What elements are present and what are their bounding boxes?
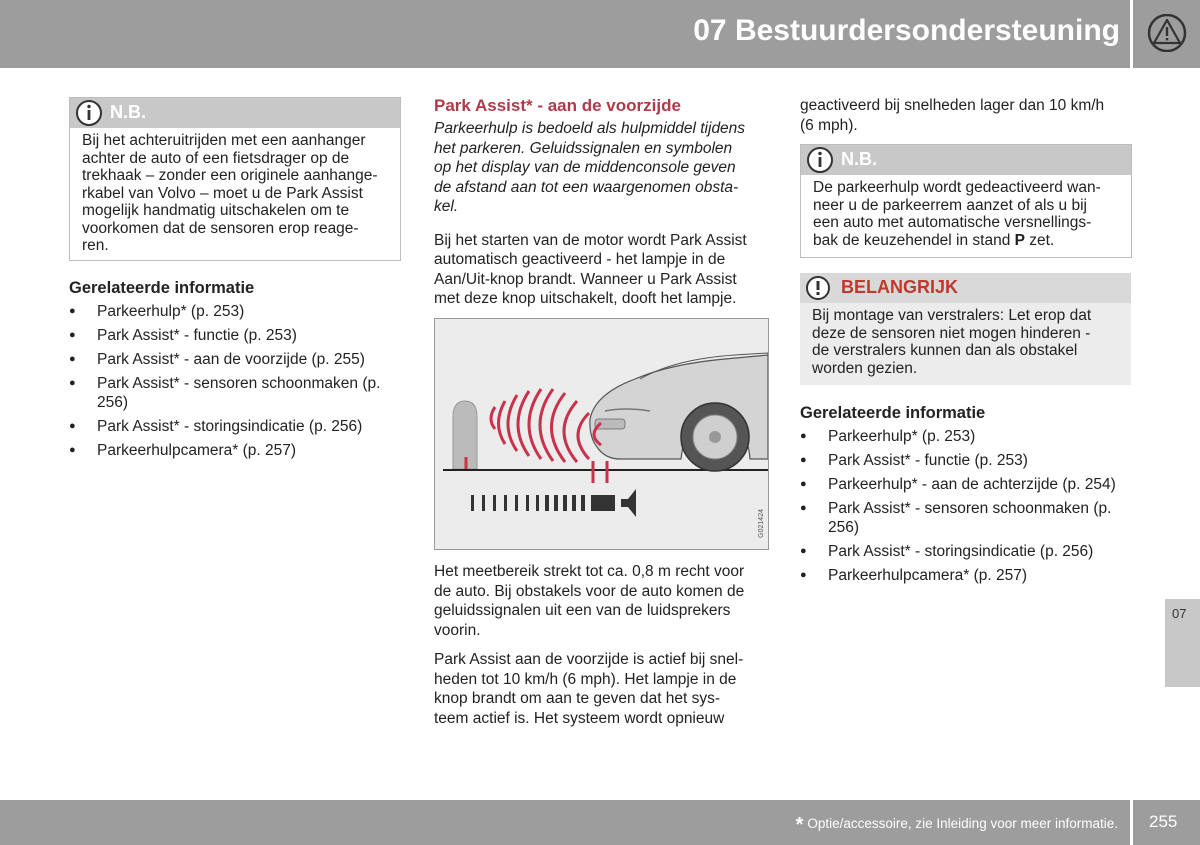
paragraph-line: automatisch geactiveerd - het lampje in de xyxy=(434,251,726,268)
note-line: Bij het achteruitrijden met een aanhanger xyxy=(82,132,366,149)
note-line: trekhaak – zonder een originele aanhange- xyxy=(82,167,378,184)
paragraph-line: de auto. Bij obstakels voor de auto komen de xyxy=(434,582,745,600)
paragraph-reactivation xyxy=(800,96,1140,135)
figure-code: G021424 xyxy=(758,509,765,538)
intro-line: op het display van de middenconsole geven xyxy=(434,159,736,176)
intro-line: de afstand aan tot een waargenomen obsta- xyxy=(434,178,739,196)
paragraph-line: geactiveerd bij snelheden lager dan 10 km/h xyxy=(800,97,1105,114)
footnote xyxy=(796,814,1118,837)
related-link[interactable]: ● Parkeerhulpcamera* (p. 257) xyxy=(800,566,1140,585)
car-sensor-diagram xyxy=(435,319,768,549)
page-number: 255 xyxy=(1149,812,1178,831)
intro-line: Parkeerhulp is bedoeld als hulpmiddel tijdens xyxy=(434,120,746,137)
related-link[interactable]: ● Park Assist* - functie (p. 253) xyxy=(69,326,389,345)
related-link[interactable]: ● Park Assist* - functie (p. 253) xyxy=(800,451,1140,470)
chapter-tab-number: 07 xyxy=(1172,606,1187,621)
note-text xyxy=(70,128,400,265)
paragraph-line: (6 mph). xyxy=(800,116,858,134)
important-line: worden gezien. xyxy=(812,359,918,377)
exclamation-icon xyxy=(804,275,832,303)
note-text xyxy=(801,175,1131,259)
note-line: achter de auto of een fietsdrager op de xyxy=(82,149,350,167)
paragraph-range xyxy=(434,562,774,640)
note-line: neer u de parkeerrem aanzet of als u bij xyxy=(813,196,1087,214)
important-line: Bij montage van verstralers: Let erop dat xyxy=(812,307,1092,324)
section-front-park-assist-cont xyxy=(434,562,774,728)
paragraph-line: heden tot 10 km/h (6 mph). Het lampje in de xyxy=(434,670,737,688)
gear-position-p: P xyxy=(1014,231,1025,249)
page-number-box xyxy=(1133,800,1200,845)
important-header xyxy=(800,273,1131,303)
section-title: Park Assist* - aan de voorzijde xyxy=(434,96,681,115)
note-line: rkabel van Volvo – moet u de Park Assist xyxy=(82,184,363,202)
paragraph-line: Aan/Uit-knop brandt. Wanneer u Park Assist xyxy=(434,270,737,288)
note-label: N.B. xyxy=(110,102,146,122)
important-label: BELANGRIJK xyxy=(841,277,959,297)
chapter-title: 07 Bestuurdersondersteuning xyxy=(693,14,1120,47)
paragraph-line: voorin. xyxy=(434,621,481,639)
related-list xyxy=(800,427,1140,585)
related-info-right xyxy=(800,404,1140,590)
related-link[interactable]: ● Park Assist* - storingsindicatie (p. 256) xyxy=(69,417,389,436)
important-line: de verstralers kunnen dan als obstakel xyxy=(812,342,1078,359)
related-link[interactable]: ● Parkeerhulp* - aan de achterzijde (p. 254) xyxy=(800,475,1140,494)
asterisk: * xyxy=(795,814,804,836)
related-link[interactable]: ● Park Assist* - storingsindicatie (p. 256) xyxy=(800,542,1140,561)
section-intro xyxy=(434,119,774,217)
important-text xyxy=(800,303,1131,385)
note-line: voorkomen dat de sensoren erop reage- xyxy=(82,219,359,237)
paragraph-line: teem actief is. Het systeem wordt opnieuw xyxy=(434,709,725,727)
info-icon xyxy=(805,145,835,175)
note-line: mogelijk handmatig uitschakelen om te xyxy=(82,202,350,219)
paragraph-line: Bij het starten van de motor wordt Park Assist xyxy=(434,231,747,249)
note-header xyxy=(70,98,400,128)
right-continuation xyxy=(800,96,1140,135)
note-line: ren. xyxy=(82,237,109,254)
paragraph-line: met deze knop uitschakelt, dooft het lampje. xyxy=(434,290,737,307)
page-footer xyxy=(0,800,1130,845)
warning-triangle-icon xyxy=(1147,14,1187,52)
related-heading: Gerelateerde informatie xyxy=(800,404,986,422)
related-list xyxy=(69,302,389,460)
page-header xyxy=(0,0,1130,68)
note-label: N.B. xyxy=(841,149,877,169)
related-link[interactable]: ● Park Assist* - sensoren schoonmaken (p. 256) xyxy=(800,499,1140,537)
related-heading: Gerelateerde informatie xyxy=(69,279,255,297)
paragraph-line: Het meetbereik strekt tot ca. 0,8 m recht voor xyxy=(434,563,745,580)
important-line: deze de sensoren niet mogen hinderen - xyxy=(812,324,1091,342)
note-box-left xyxy=(69,97,401,261)
note-line: De parkeerhulp wordt gedeactiveerd wan- xyxy=(813,179,1101,196)
related-link[interactable]: ● Parkeerhulp* (p. 253) xyxy=(800,427,1140,446)
intro-line: het parkeren. Geluidssignalen en symbolen xyxy=(434,139,733,157)
header-icon-box xyxy=(1133,0,1200,68)
park-assist-illustration xyxy=(434,318,769,550)
chapter-tab xyxy=(1165,599,1200,687)
paragraph-speed xyxy=(434,650,774,728)
related-link[interactable]: ● Parkeerhulp* (p. 253) xyxy=(69,302,389,321)
related-link[interactable]: ● Park Assist* - sensoren schoonmaken (p. 256) xyxy=(69,374,389,412)
important-box xyxy=(800,273,1131,385)
note-line xyxy=(813,232,1119,250)
paragraph-line: knop brandt om aan te geven dat het sys- xyxy=(434,690,721,707)
related-link[interactable]: ● Parkeerhulpcamera* (p. 257) xyxy=(69,441,389,460)
paragraph-line: geluidssignalen uit een van de luidsprekers xyxy=(434,602,731,619)
paragraph-line: Park Assist aan de voorzijde is actief bij snel- xyxy=(434,651,744,668)
paragraph-activation xyxy=(434,231,774,309)
note-line: een auto met automatische versnellings- xyxy=(813,214,1092,231)
footnote-text: Optie/accessoire, zie Inleiding voor meer informatie. xyxy=(807,816,1118,831)
note-header xyxy=(801,145,1131,175)
info-icon xyxy=(74,98,104,128)
intro-line: kel. xyxy=(434,198,459,215)
note-text-run: zet. xyxy=(1025,231,1055,249)
related-info-left xyxy=(69,279,389,465)
note-text-run: bak de keuzehendel in stand xyxy=(813,231,1015,249)
related-link[interactable]: ● Park Assist* - aan de voorzijde (p. 255) xyxy=(69,350,389,369)
note-box-right xyxy=(800,144,1132,258)
section-front-park-assist xyxy=(434,96,774,309)
